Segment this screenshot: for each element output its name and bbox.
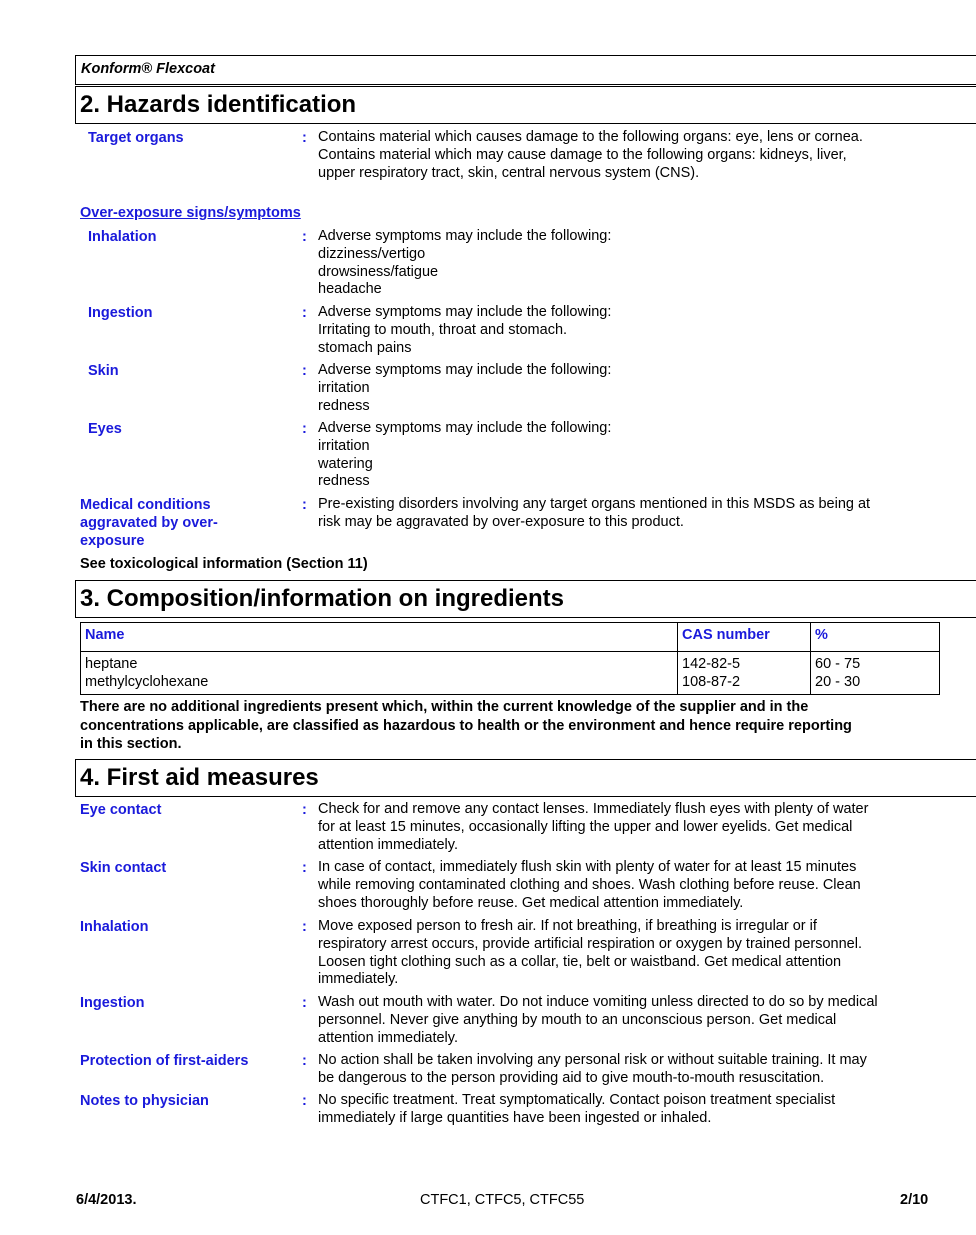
text-line: shoes thoroughly before reuse. Get medical attention immediately.: [318, 894, 744, 911]
inhalation-value: [318, 918, 928, 989]
text-line: Contains material which may cause damage to the following organs: kidneys, liver,: [318, 146, 847, 163]
label-line: exposure: [80, 533, 145, 549]
notes-to-physician-value: [318, 1092, 928, 1128]
section-2-header: [75, 86, 976, 124]
text-line: Loosen tight clothing such as a collar, tie, belt or waistband. Get medical attention: [318, 953, 842, 970]
text-line: Irritating to mouth, throat and stomach.: [318, 321, 568, 338]
footer-product-codes: CTFC1, CTFC5, CTFC55: [420, 1192, 585, 1208]
text-line: in this section.: [80, 736, 182, 752]
composition-note: [80, 698, 852, 754]
text-line: Adverse symptoms may include the following:: [318, 304, 612, 320]
ingredient-names-cell: [81, 652, 678, 695]
target-organs-label: Target organs: [88, 130, 184, 146]
eye-contact-label: Eye contact: [80, 802, 162, 818]
colon: :: [302, 1053, 307, 1069]
footer-page-number: 2/10: [900, 1192, 929, 1208]
text-line: There are no additional ingredients present which, within the current knowledge of the supplier and in the: [80, 699, 809, 715]
column-header-name: Name: [81, 623, 678, 652]
footer-date: 6/4/2013.: [76, 1192, 137, 1208]
text-line: immediately.: [318, 971, 399, 988]
cas-numbers-cell: [678, 652, 811, 695]
medical-conditions-label: [80, 496, 218, 550]
text-line: risk may be aggravated by over-exposure to this product.: [318, 513, 684, 530]
text-line: personnel. Never give anything by mouth to an unconscious person. Get medical: [318, 1011, 837, 1028]
section-4-title: 4. First aid measures: [80, 764, 319, 791]
symptom-eyes-label: Eyes: [88, 421, 122, 437]
text-line: headache: [318, 281, 382, 298]
text-line: concentrations applicable, are classified as hazardous to health or the environment and hence require reporting: [80, 717, 852, 734]
text-line: Wash out mouth with water. Do not induce vomiting unless directed to do so by medical: [318, 994, 878, 1010]
table-header-row: [81, 623, 940, 652]
text-line: irritation: [318, 379, 370, 396]
column-header-cas: CAS number: [678, 623, 811, 652]
protection-first-aiders-label: Protection of first-aiders: [80, 1053, 249, 1069]
medical-conditions-value: [318, 496, 928, 532]
cas-number: 108-87-2: [682, 674, 741, 690]
text-line: attention immediately.: [318, 836, 458, 853]
protection-first-aiders-value: [318, 1052, 928, 1088]
section-3-header: [75, 580, 976, 618]
symptom-inhalation-label: Inhalation: [88, 229, 157, 245]
colon: :: [302, 919, 307, 935]
percent-value: 60 - 75: [815, 656, 861, 672]
text-line: while removing contaminated clothing and shoes. Wash clothing before reuse. Clean: [318, 876, 861, 893]
label-line: aggravated by over-: [80, 515, 218, 531]
text-line: Check for and remove any contact lenses. Immediately flush eyes with plenty of water: [318, 801, 869, 817]
product-name: Konform® Flexcoat: [81, 61, 215, 77]
text-line: No action shall be taken involving any personal risk or without suitable training. It may: [318, 1052, 867, 1068]
ingredient-name: methylcyclohexane: [85, 674, 209, 690]
text-line: Contains material which causes damage to the following organs: eye, lens or cornea.: [318, 129, 863, 145]
text-line: redness: [318, 473, 370, 490]
symptom-inhalation-value: [318, 228, 928, 299]
text-line: dizziness/vertigo: [318, 245, 426, 262]
see-toxicological-note: See toxicological information (Section 11): [80, 556, 368, 572]
text-line: for at least 15 minutes, occasionally lifting the upper and lower eyelids. Get medical: [318, 818, 853, 835]
text-line: Move exposed person to fresh air. If not breathing, if breathing is irregular or if: [318, 918, 817, 934]
notes-to-physician-label: Notes to physician: [80, 1093, 209, 1109]
text-line: respiratory arrest occurs, provide artificial respiration or oxygen by trained personnel.: [318, 935, 862, 952]
ingestion-value: [318, 994, 928, 1047]
skin-contact-label: Skin contact: [80, 860, 167, 876]
text-line: Adverse symptoms may include the following:: [318, 420, 612, 436]
ingredients-table: [80, 622, 940, 695]
target-organs-value: [318, 129, 928, 182]
colon: :: [302, 305, 307, 321]
symptom-skin-value: [318, 362, 928, 415]
label-line: Medical conditions: [80, 497, 211, 513]
text-line: immediately if large quantities have been ingested or inhaled.: [318, 1109, 712, 1126]
colon: :: [302, 1093, 307, 1109]
colon: :: [302, 860, 307, 876]
colon: :: [302, 130, 307, 146]
colon: :: [302, 363, 307, 379]
text-line: Pre-existing disorders involving any target organs mentioned in this MSDS as being at: [318, 496, 871, 512]
skin-contact-value: [318, 859, 928, 912]
colon: :: [302, 421, 307, 437]
colon: :: [302, 802, 307, 818]
symptom-ingestion-label: Ingestion: [88, 305, 153, 321]
product-header: [75, 55, 976, 85]
text-line: Adverse symptoms may include the following:: [318, 228, 612, 244]
text-line: stomach pains: [318, 339, 412, 356]
section-3-title: 3. Composition/information on ingredients: [80, 585, 564, 612]
percent-value: 20 - 30: [815, 674, 861, 690]
text-line: Adverse symptoms may include the following:: [318, 362, 612, 378]
overexposure-heading[interactable]: Over-exposure signs/symptoms: [80, 205, 301, 221]
text-line: irritation: [318, 437, 370, 454]
ingredient-name: heptane: [85, 656, 138, 672]
table-row: [81, 652, 940, 695]
text-line: In case of contact, immediately flush skin with plenty of water for at least 15 minutes: [318, 859, 857, 875]
symptom-ingestion-value: [318, 304, 928, 357]
colon: :: [302, 995, 307, 1011]
section-2-title: 2. Hazards identification: [80, 91, 357, 118]
text-line: be dangerous to the person providing aid to give mouth-to-mouth resuscitation.: [318, 1069, 825, 1086]
percent-cell: [811, 652, 940, 695]
symptom-eyes-value: [318, 420, 928, 491]
symptom-skin-label: Skin: [88, 363, 119, 379]
section-4-header: [75, 759, 976, 797]
eye-contact-value: [318, 801, 928, 854]
column-header-percent: %: [811, 623, 940, 652]
colon: :: [302, 229, 307, 245]
text-line: No specific treatment. Treat symptomatically. Contact poison treatment specialist: [318, 1092, 836, 1108]
text-line: upper respiratory tract, skin, central nervous system (CNS).: [318, 164, 700, 181]
text-line: drowsiness/fatigue: [318, 263, 439, 280]
cas-number: 142-82-5: [682, 656, 741, 672]
text-line: attention immediately.: [318, 1029, 458, 1046]
colon: :: [302, 497, 307, 513]
inhalation-label: Inhalation: [80, 919, 149, 935]
text-line: redness: [318, 397, 370, 414]
text-line: watering: [318, 455, 373, 472]
ingestion-label: Ingestion: [80, 995, 145, 1011]
